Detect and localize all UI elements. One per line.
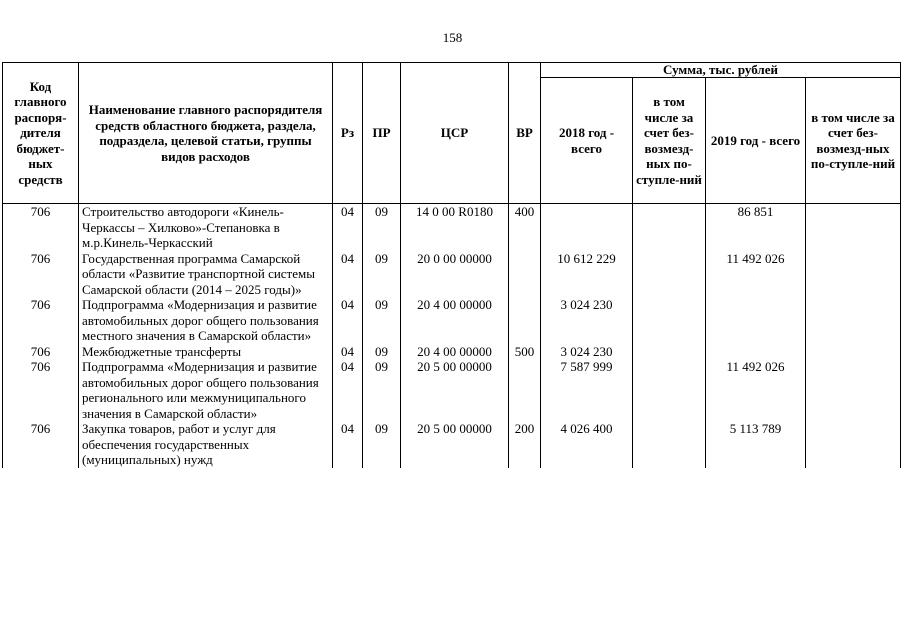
cell-code: 706: [3, 359, 79, 421]
cell-csr: 14 0 00 R0180: [401, 204, 509, 251]
cell-2018-total: 7 587 999: [541, 359, 633, 421]
cell-2019-total: [706, 344, 806, 360]
cell-2018-nonrepayable: [633, 344, 706, 360]
cell-rz: 04: [333, 421, 363, 468]
header-2018-total: 2018 год - всего: [541, 78, 633, 204]
header-code: Код главного распоря-дителя бюджет-ных средств: [3, 63, 79, 204]
cell-2019-nonrepayable: [806, 297, 901, 344]
cell-name: Подпрограмма «Модернизация и развитие автомобильных дорог общего пользования местного значения в Самарской области»: [79, 297, 333, 344]
header-2019-nonrepayable: в том числе за счет без-возмезд-ных по-ступле-ний: [806, 78, 901, 204]
header-2019-total: 2019 год - всего: [706, 78, 806, 204]
table-row: [3, 421, 901, 468]
cell-csr: 20 5 00 00000: [401, 359, 509, 421]
cell-2018-total: 10 612 229: [541, 251, 633, 298]
cell-vr: [509, 359, 541, 421]
cell-2018-total: 4 026 400: [541, 421, 633, 468]
cell-vr: [509, 251, 541, 298]
cell-vr: 400: [509, 204, 541, 251]
cell-2018-total: 3 024 230: [541, 297, 633, 344]
cell-code: 706: [3, 297, 79, 344]
cell-pr: 09: [363, 421, 401, 468]
cell-2018-total: [541, 204, 633, 251]
cell-2018-total: 3 024 230: [541, 344, 633, 360]
table-row: [3, 204, 901, 251]
header-rz: Рз: [333, 63, 363, 204]
header-sum: Сумма, тыс. рублей: [541, 63, 901, 78]
table-row: [3, 359, 901, 421]
cell-2019-nonrepayable: [806, 344, 901, 360]
cell-name: Подпрограмма «Модернизация и развитие автомобильных дорог общего пользования регионального или межмуниципального значения в Самарской области»: [79, 359, 333, 421]
cell-code: 706: [3, 251, 79, 298]
cell-rz: 04: [333, 297, 363, 344]
cell-pr: 09: [363, 204, 401, 251]
cell-code: 706: [3, 204, 79, 251]
cell-2018-nonrepayable: [633, 251, 706, 298]
cell-2019-total: 86 851: [706, 204, 806, 251]
cell-2019-nonrepayable: [806, 251, 901, 298]
page-number: 158: [442, 30, 463, 45]
cell-vr: 200: [509, 421, 541, 468]
cell-pr: 09: [363, 344, 401, 360]
cell-2018-nonrepayable: [633, 204, 706, 251]
cell-2019-total: 11 492 026: [706, 359, 806, 421]
cell-2019-nonrepayable: [806, 359, 901, 421]
cell-rz: 04: [333, 359, 363, 421]
header-2018-nonrepayable: в том числе за счет без-возмезд-ных по-ступле-ний: [633, 78, 706, 204]
table-row: [3, 297, 901, 344]
cell-name: Закупка товаров, работ и услуг для обеспечения государственных (муниципальных) нужд: [79, 421, 333, 468]
cell-rz: 04: [333, 204, 363, 251]
cell-csr: 20 4 00 00000: [401, 344, 509, 360]
cell-2019-nonrepayable: [806, 204, 901, 251]
table-row: [3, 344, 901, 360]
cell-csr: 20 4 00 00000: [401, 297, 509, 344]
cell-vr: [509, 297, 541, 344]
cell-rz: 04: [333, 344, 363, 360]
cell-2019-nonrepayable: [806, 421, 901, 468]
header-name: Наименование главного распорядителя средств областного бюджета, раздела, подраздела, целевой статьи, группы видов расходов: [79, 63, 333, 204]
cell-2018-nonrepayable: [633, 359, 706, 421]
cell-csr: 20 5 00 00000: [401, 421, 509, 468]
header-vr: ВР: [509, 63, 541, 204]
header-pr: ПР: [363, 63, 401, 204]
cell-2018-nonrepayable: [633, 421, 706, 468]
table-row: [3, 251, 901, 298]
cell-vr: 500: [509, 344, 541, 360]
cell-pr: 09: [363, 359, 401, 421]
cell-rz: 04: [333, 251, 363, 298]
budget-table: [2, 62, 901, 468]
cell-pr: 09: [363, 297, 401, 344]
cell-code: 706: [3, 344, 79, 360]
cell-name: Межбюджетные трансферты: [79, 344, 333, 360]
cell-name: Строительство автодороги «Кинель-Черкассы – Хилково»-Степановка в м.р.Кинель-Черкасский: [79, 204, 333, 251]
cell-2019-total: 11 492 026: [706, 251, 806, 298]
cell-pr: 09: [363, 251, 401, 298]
cell-csr: 20 0 00 00000: [401, 251, 509, 298]
cell-name: Государственная программа Самарской области «Развитие транспортной системы Самарской области (2014 – 2025 годы)»: [79, 251, 333, 298]
cell-2019-total: [706, 297, 806, 344]
cell-code: 706: [3, 421, 79, 468]
cell-2018-nonrepayable: [633, 297, 706, 344]
header-csr: ЦСР: [401, 63, 509, 204]
cell-2019-total: 5 113 789: [706, 421, 806, 468]
